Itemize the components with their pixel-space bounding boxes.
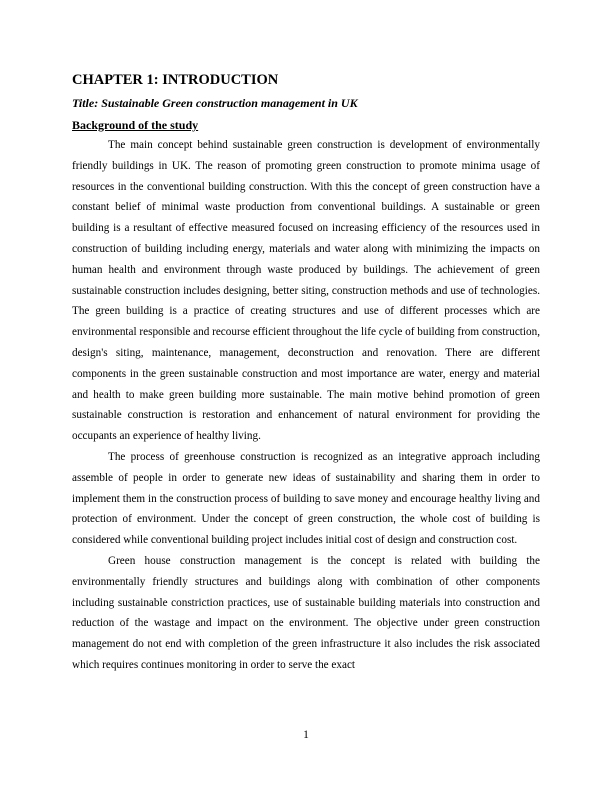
body-paragraph-2: The process of greenhouse construction is recognized as an integrative approach including assemble of people in order to generate new ideas of sustainability and sharing them in order to implement them in the construction process of building to save money and encourage healthy living and protection of environment. Under the concept of green construction, the whole cost of building is considered while conventional building project includes initial cost of design and construction cost. (72, 450, 540, 547)
section-heading: Background of the study (72, 118, 199, 132)
body-paragraph-3: Green house construction management is the concept is related with building the environmentally friendly structures and buildings along with combination of other components including sustainable constriction practices, use of sustainable building materials into construction and reduction of the wastage and impact on the environment. The objective under green construction management do not end with completion of the green infrastructure it also includes the risk associated which requires continues monitoring in order to serve the exact (72, 554, 540, 671)
document-title: Title: Sustainable Green construction management in UK (72, 96, 358, 110)
body-paragraph-1: The main concept behind sustainable green construction is development of environmentally friendly buildings in UK. The reason of promoting green construction to promote minima usage of resources in the conventional building construction. With this the concept of green construction have a constant belief of minimal waste production from conventional buildings. A sustainable or green building is a resultant of effective measured focused on increasing efficiency of the resources used in construction of building including energy, materials and water along with minimizing the impacts on human health and environment through waste produced by buildings. The achievement of green sustainable construction includes designing, better siting, construction methods and use of technologies. The green building is a practice of creating structures and use of different processes which are environmental responsible and recourse efficient throughout the life cycle of building from construction, design's siting, maintenance, management, deconstruction and renovation. There are different components in the green sustainable construction and most importance are water, energy and material and health to make green building more sustainable. The main motive behind promotion of green sustainable construction is restoration and enhancement of natural environment for providing the occupants an experience of healthy living. (72, 139, 540, 443)
document-page (72, 70, 540, 676)
page-number: 1 (303, 729, 309, 741)
chapter-heading: CHAPTER 1: INTRODUCTION (72, 72, 279, 88)
